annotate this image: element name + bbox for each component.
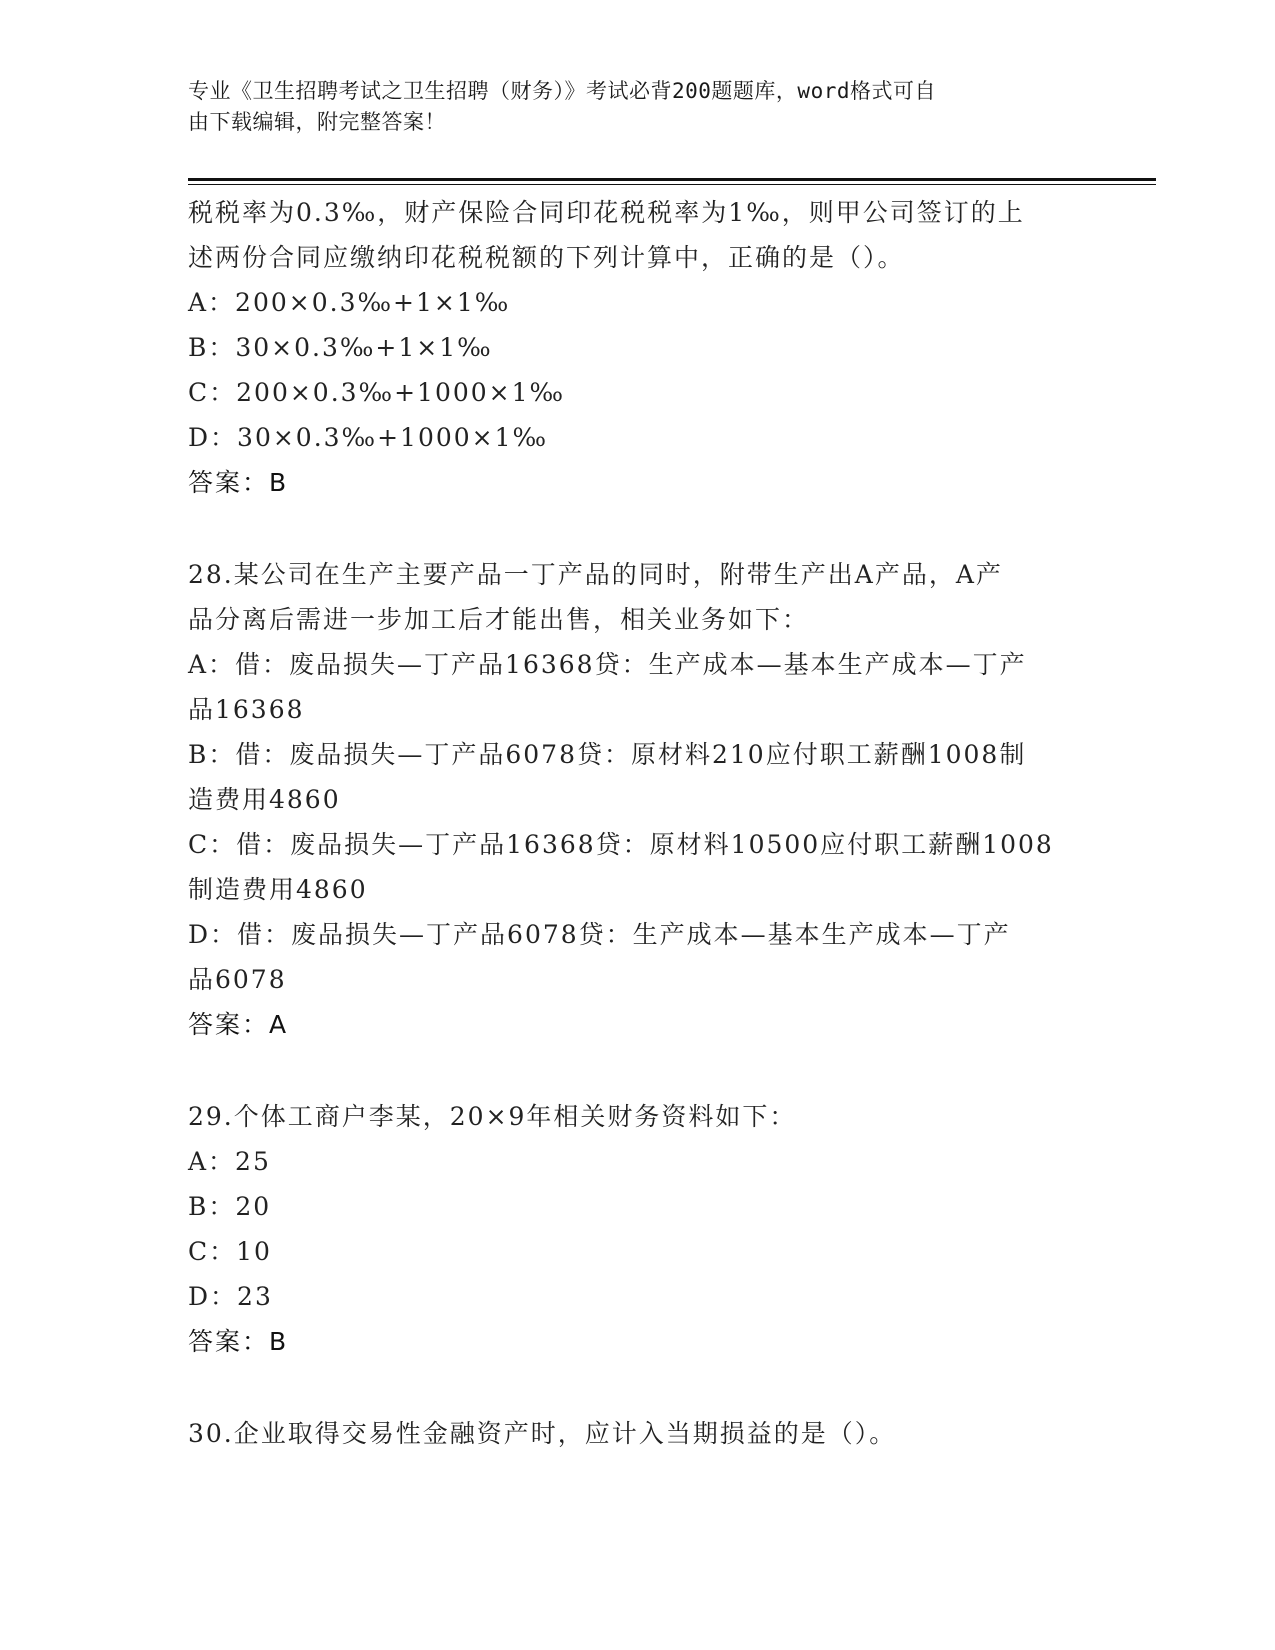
question-text: 28.某公司在生产主要产品一丁产品的同时，附带生产出A产品，A产 [188, 560, 1003, 589]
option-b: B：20 [188, 1192, 272, 1221]
spacer [188, 1047, 1088, 1094]
answer: 答案：B [188, 1327, 289, 1356]
question-text: 30.企业取得交易性金融资产时，应计入当期损益的是（）。 [188, 1419, 897, 1448]
option-d-cont: 品6078 [188, 965, 287, 994]
question-29 [188, 1094, 1088, 1364]
option-b-cont: 造费用4860 [188, 785, 341, 814]
question-text: 税税率为0.3‰，财产保险合同印花税税率为1‰，则甲公司签订的上 [188, 198, 1025, 227]
spacer [188, 1364, 1088, 1411]
question-28 [188, 552, 1088, 1047]
answer: 答案：B [188, 468, 289, 497]
option-c-cont: 制造费用4860 [188, 875, 368, 904]
option-a: A：借：废品损失—丁产品16368贷：生产成本—基本生产成本—丁产 [188, 650, 1027, 679]
header-line-2: 由下载编辑，附完整答案！ [188, 110, 446, 134]
question-text: 述两份合同应缴纳印花税税额的下列计算中，正确的是（）。 [188, 243, 905, 272]
question-text: 29.个体工商户李某，20×9年相关财务资料如下： [188, 1102, 797, 1131]
option-b: B：30×0.3‰+1×1‰ [188, 333, 493, 362]
header-line-1: 专业《卫生招聘考试之卫生招聘（财务）》考试必背200题题库，word格式可自 [188, 79, 936, 103]
question-30 [188, 1411, 1088, 1456]
option-c: C：10 [188, 1237, 272, 1266]
document-header [188, 76, 1068, 138]
option-a-cont: 品16368 [188, 695, 305, 724]
option-b: B：借：废品损失—丁产品6078贷：原材料210应付职工薪酬1008制 [188, 740, 1027, 769]
question-text: 品分离后需进一步加工后才能出售，相关业务如下： [188, 605, 810, 634]
option-a: A：200×0.3‰+1×1‰ [188, 288, 511, 317]
option-c: C：借：废品损失—丁产品16368贷：原材料10500应付职工薪酬1008 [188, 830, 1054, 859]
option-a: A：25 [188, 1147, 271, 1176]
answer: 答案：A [188, 1010, 289, 1039]
question-27 [188, 190, 1088, 505]
header-rule-thick [188, 178, 1156, 181]
option-c: C：200×0.3‰+1000×1‰ [188, 378, 566, 407]
option-d: D：30×0.3‰+1000×1‰ [188, 423, 549, 452]
option-d: D：借：废品损失—丁产品6078贷：生产成本—基本生产成本—丁产 [188, 920, 1011, 949]
spacer [188, 505, 1088, 552]
option-d: D：23 [188, 1282, 273, 1311]
document-body [188, 190, 1088, 1456]
header-rule-thin [188, 184, 1156, 185]
